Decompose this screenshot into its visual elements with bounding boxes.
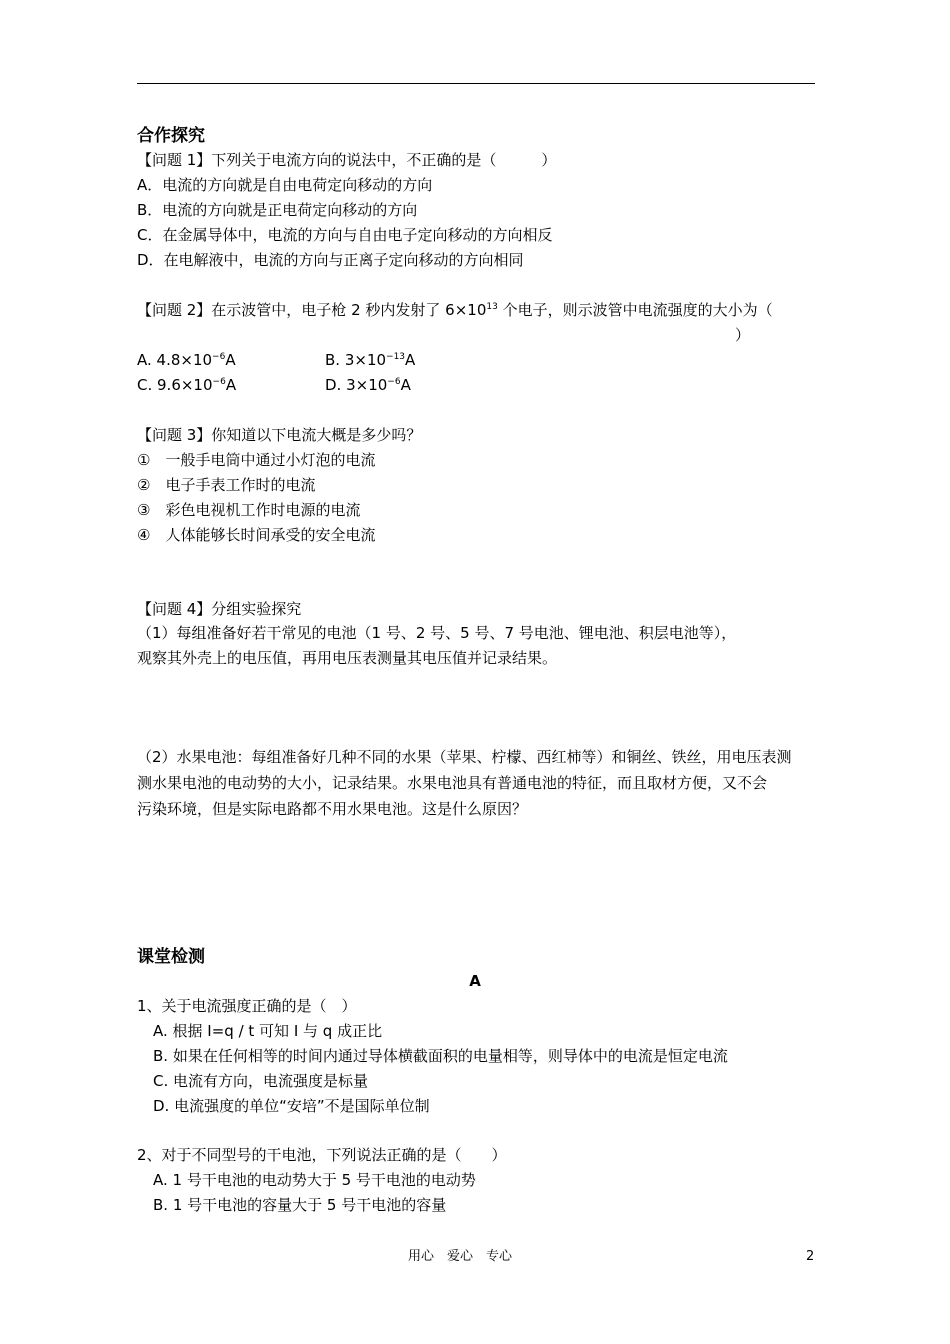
q2-option-c-unit: A (225, 376, 237, 394)
q2-option-b-exp: −13 (386, 352, 406, 362)
q3-stem: 【问题 3】你知道以下电流大概是多少吗？ (137, 426, 422, 444)
q2-stem (137, 299, 773, 321)
level-label: A (469, 972, 481, 990)
q2-option-a-exp: −6 (212, 352, 226, 362)
q4-part2-line1: （2）水果电池：每组准备好几种不同的水果（苹果、柠檬、西红柿等）和铜丝、铁丝，用电压表测 (137, 748, 792, 766)
q2-option-b-unit: A (405, 351, 416, 369)
q4-part2-line3: 污染环境，但是实际电路都不用水果电池。这是什么原因？ (137, 800, 528, 818)
q2-stem-exponent: 13 (486, 302, 498, 312)
q2-option-d-unit: A (400, 376, 411, 394)
q4-stem: 【问题 4】分组实验探究 (137, 600, 302, 618)
t2-option-a: A. 1 号干电池的电动势大于 5 号干电池的电动势 (153, 1171, 476, 1189)
q3-item-1: ① 一般手电筒中通过小灯泡的电流 (137, 451, 376, 469)
q2-option-b-base: B. 3×10 (325, 351, 387, 369)
q4-part2-line2: 测水果电池的电动势的大小，记录结果。水果电池具有普通电池的特征，而且取材方便，又不会 (137, 774, 768, 792)
page-number: 2 (806, 1249, 815, 1264)
q2-option-c (137, 374, 236, 396)
q4-part1-line1: （1）每组准备好若干常见的电池（1 号、2 号、5 号、7 号电池、锂电池、积层电池等）， (137, 624, 737, 642)
section-title-cooperative: 合作探究 (137, 126, 205, 146)
footer-motto: 用心 爱心 专心 (408, 1249, 513, 1264)
q2-option-d-exp: −6 (387, 377, 401, 387)
header-rule (137, 83, 815, 84)
q2-stem-part-b: 个电子，则示波管中电流强度的大小为（ (497, 301, 773, 319)
q4-part1-line2: 观察其外壳上的电压值，再用电压表测量其电压值并记录结果。 (137, 649, 558, 667)
q2-option-d-base: D. 3×10 (325, 376, 388, 394)
t1-option-d: D. 电流强度的单位“安培”不是国际单位制 (153, 1097, 430, 1115)
q3-item-3: ③ 彩色电视机工作时电源的电流 (137, 501, 361, 519)
q3-item-2: ② 电子手表工作时的电流 (137, 476, 316, 494)
section-title-classroom-test: 课堂检测 (137, 947, 205, 967)
t1-option-c: C. 电流有方向，电流强度是标量 (153, 1072, 369, 1090)
q2-stem-part-a: 【问题 2】在示波管中，电子枪 2 秒内发射了 6×10 (137, 301, 487, 319)
q2-option-a-unit: A (225, 351, 236, 369)
q2-option-b (325, 349, 415, 371)
q1-option-d: D．在电解液中，电流的方向与正离子定向移动的方向相同 (137, 251, 524, 269)
q2-option-c-exp: −6 (212, 377, 226, 387)
t1-option-a: A. 根据 I=q / t 可知 I 与 q 成正比 (153, 1022, 383, 1040)
q1-option-a: A．电流的方向就是自由电荷定向移动的方向 (137, 176, 433, 194)
q3-item-4: ④ 人体能够长时间承受的安全电流 (137, 526, 376, 544)
t1-option-b: B. 如果在任何相等的时间内通过导体横截面积的电量相等，则导体中的电流是恒定电流 (153, 1047, 728, 1065)
q2-option-a-base: A. 4.8×10 (137, 351, 213, 369)
q1-option-c: C．在金属导体中，电流的方向与自由电子定向移动的方向相反 (137, 226, 553, 244)
t2-option-b: B. 1 号干电池的容量大于 5 号干电池的容量 (153, 1196, 447, 1214)
q2-option-a (137, 349, 236, 371)
q1-stem: 【问题 1】下列关于电流方向的说法中，不正确的是（ ） (137, 151, 557, 169)
t2-stem: 2、对于不同型号的干电池，下列说法正确的是（ ） (137, 1146, 507, 1164)
q2-option-d (325, 374, 411, 396)
q2-stem-close: ） (735, 326, 751, 344)
q1-option-b: B．电流的方向就是正电荷定向移动的方向 (137, 201, 418, 219)
t1-stem: 1、关于电流强度正确的是（ ） (137, 997, 357, 1015)
q2-option-c-base: C. 9.6×10 (137, 376, 213, 394)
